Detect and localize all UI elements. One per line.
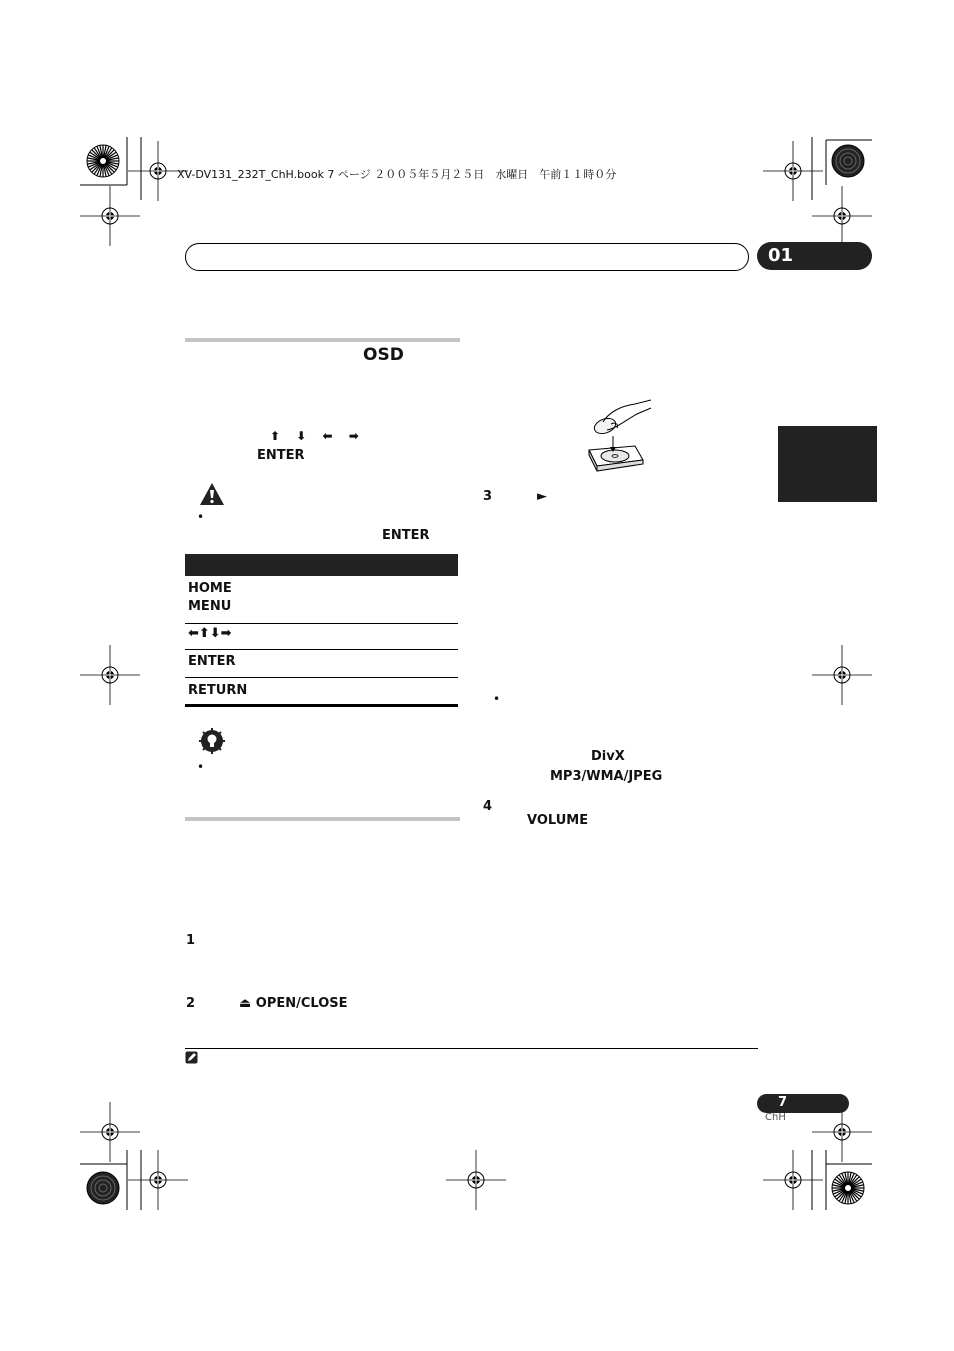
- table-bottom-rule: [185, 704, 458, 707]
- table-row: [185, 623, 458, 650]
- header-bar: [185, 243, 749, 271]
- tip-icon: [199, 728, 225, 754]
- page-number: 7: [778, 1095, 788, 1110]
- language-code: ChH: [765, 1112, 786, 1123]
- table-row: [185, 576, 458, 623]
- open-close-button-label: ⏏ OPEN/CLOSE: [239, 996, 348, 1011]
- divx-label: DivX: [591, 749, 625, 764]
- note-icon: [185, 1051, 198, 1064]
- language-side-tab: [778, 426, 877, 502]
- step-1-number: 1: [186, 933, 196, 948]
- arrow-keys: ⬆ ⬇ ⬅ ➡: [270, 429, 365, 443]
- table-key: MENU: [188, 599, 232, 614]
- caution-icon: [199, 482, 225, 506]
- section-title: OSD: [363, 345, 404, 365]
- mp3-wma-jpeg-label: MP3/WMA/JPEG: [550, 769, 663, 784]
- table-key: ENTER: [188, 654, 236, 669]
- chapter-number: 01: [768, 245, 794, 266]
- caution-bullet: •: [197, 510, 205, 524]
- table-header: [185, 554, 458, 576]
- play-symbol: ►: [537, 489, 547, 504]
- step-3-number: 3: [483, 489, 493, 504]
- caution-enter: ENTER: [382, 528, 430, 543]
- enter-label: ENTER: [257, 448, 305, 463]
- disc-loading-illustration: [585, 398, 655, 478]
- volume-label: VOLUME: [527, 813, 589, 828]
- step-2-number: 2: [186, 996, 196, 1011]
- section-rule-top: [185, 338, 460, 342]
- table-key: ⬅⬆⬇➡: [188, 626, 232, 641]
- page-number-tab: [757, 1094, 849, 1113]
- table-key: RETURN: [188, 683, 248, 698]
- table-row: [185, 677, 458, 705]
- step-4-number: 4: [483, 799, 493, 814]
- table-key: HOME: [188, 581, 232, 596]
- tip-bullet: •: [197, 760, 205, 774]
- book-info: XV-DV131_232T_ChH.book 7 ページ ２００５年５月２５日 水曜日 午前１１時０分: [177, 168, 617, 181]
- chapter-tab: [757, 242, 872, 270]
- footnote-rule: [185, 1048, 758, 1049]
- note-bullet: •: [493, 692, 501, 706]
- table-row: [185, 649, 458, 678]
- section-rule-bottom: [185, 817, 460, 821]
